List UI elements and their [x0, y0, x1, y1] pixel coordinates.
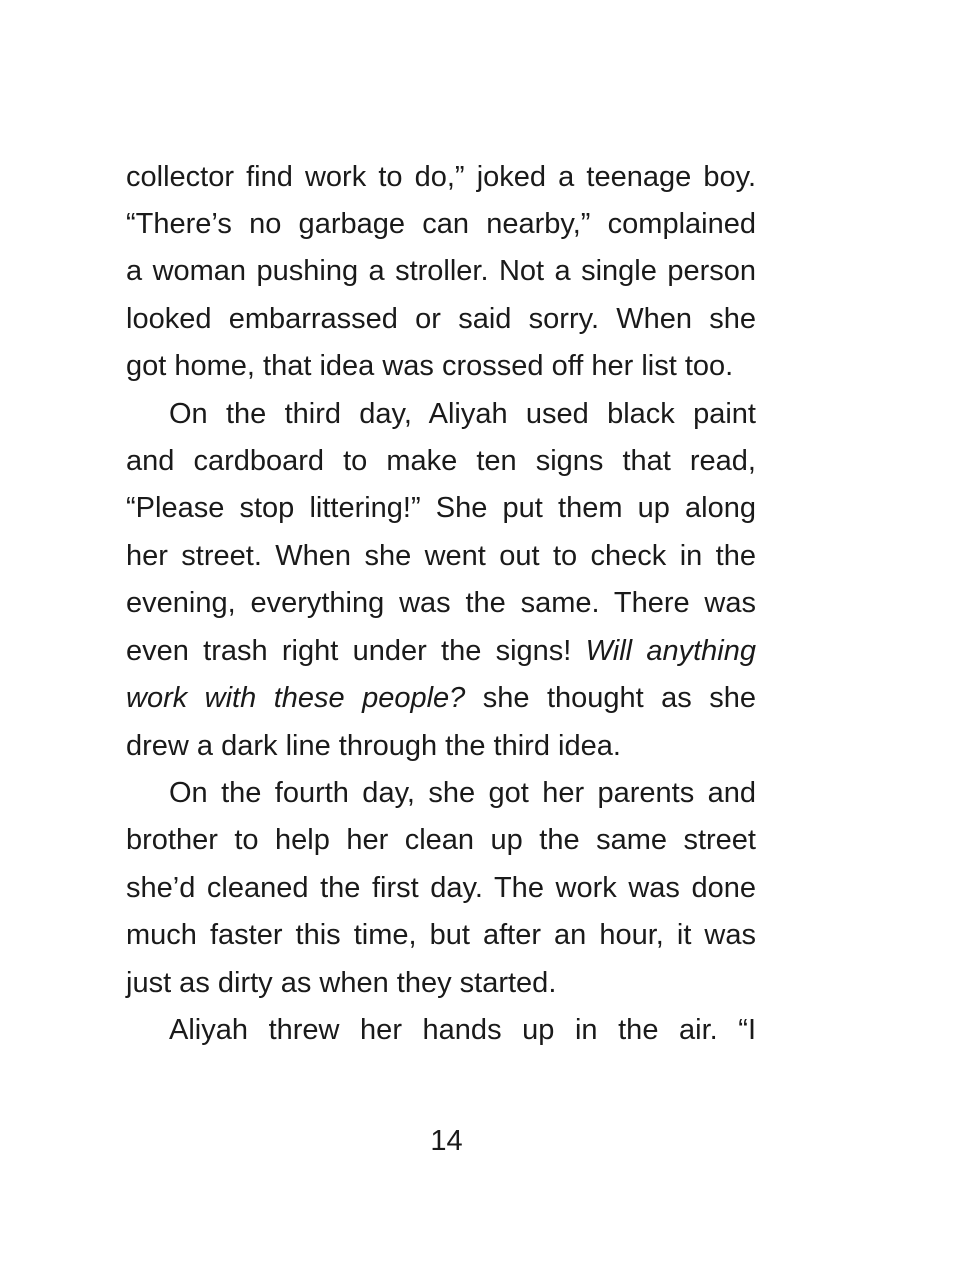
text-line: “There’s no garbage can nearby,” complained: [126, 208, 756, 240]
paragraph-first-line: On the fourth day, she got her parents and: [169, 777, 756, 809]
text-line: much faster this time, but after an hour, it was: [126, 919, 756, 951]
text-line: looked embarrassed or said sorry. When she: [126, 303, 756, 335]
text-line: just as dirty as when they started.: [126, 967, 557, 999]
italic-thought-text: Will anything: [585, 635, 756, 667]
text-line: her street. When she went out to check in the: [126, 540, 756, 572]
text-line: a woman pushing a stroller. Not a single person: [126, 255, 756, 287]
text-line: [126, 681, 756, 715]
text-span: even trash right under the signs!: [126, 635, 586, 667]
text-line: collector find work to do,” joked a teenage boy.: [126, 161, 756, 193]
text-span: she thought as she: [465, 682, 756, 714]
text-line: “Please stop littering!” She put them up along: [126, 492, 756, 524]
text-line: drew a dark line through the third idea.: [126, 730, 621, 762]
text-line: and cardboard to make ten signs that read,: [126, 445, 756, 477]
text-line: evening, everything was the same. There was: [126, 587, 756, 619]
text-line: she’d cleaned the first day. The work was done: [126, 872, 756, 904]
paragraph-first-line: On the third day, Aliyah used black paint: [169, 398, 756, 430]
page-number: 14: [430, 1125, 463, 1157]
text-line: [126, 634, 756, 668]
text-line: got home, that idea was crossed off her list too.: [126, 350, 734, 382]
text-line: brother to help her clean up the same street: [126, 824, 756, 856]
italic-thought-text: work with these people?: [126, 682, 466, 714]
paragraph-first-line: Aliyah threw her hands up in the air. “I: [169, 1014, 756, 1046]
